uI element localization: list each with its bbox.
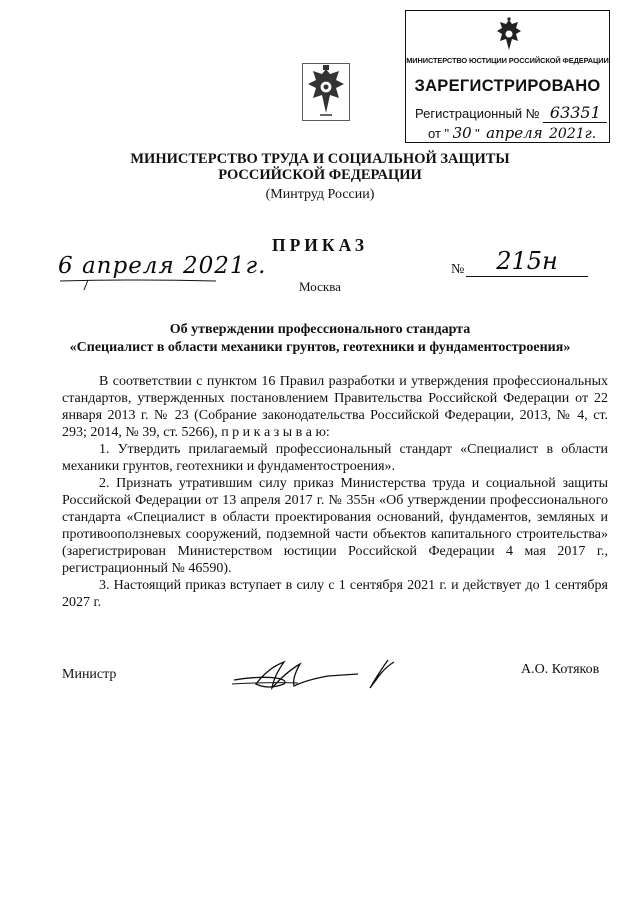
registration-stamp	[405, 10, 610, 143]
paragraph-preamble: В соответствии с пунктом 16 Правил разработки и утверждения профессиональных стандартов, утвержденных постановлением Правительства Российской Федерации от 22 января 2013 г. № 23 (Собрание законодательства Российской Федерации, 2013, № 4, ст. 293; 2014, № 39, ст. 5266), п р и к а з ы в а ю:	[62, 374, 608, 440]
stamp-date-quote: "	[475, 126, 480, 141]
order-number-label: №	[451, 262, 465, 277]
emblem-icon	[494, 17, 524, 53]
ministry-title	[0, 151, 640, 183]
document-title	[0, 321, 640, 357]
signature-icon	[228, 654, 408, 694]
stamp-date-line	[428, 124, 596, 143]
signatory-name: А.О. Котяков	[521, 662, 600, 677]
stamp-registered-label: ЗАРЕГИСТРИРОВАНО	[414, 77, 601, 95]
document-type: ПРИКАЗ	[271, 235, 369, 255]
stamp-date-month: апреля	[483, 124, 545, 143]
paragraph-item-3: 3. Настоящий приказ вступает в силу с 1 сентября 2021 г. и действует до 1 сентября 2027 г.	[62, 578, 608, 610]
stamp-date-prefix: от "	[428, 126, 450, 141]
document-title-line2: «Специалист в области механики грунтов, геотехники и фундаментостроения»	[69, 340, 571, 355]
ministry-title-line2: РОССИЙСКОЙ ФЕДЕРАЦИИ	[218, 167, 422, 183]
stamp-reg-number-line	[415, 103, 607, 123]
ministry-title-line1: МИНИСТЕРСТВО ТРУДА И СОЦИАЛЬНОЙ ЗАЩИТЫ	[130, 151, 510, 167]
order-number-underline	[466, 276, 588, 277]
stamp-ministry-name: МИНИСТЕРСТВО ЮСТИЦИИ РОССИЙСКОЙ ФЕДЕРАЦИИ	[406, 56, 609, 65]
stamp-reg-number: 63351	[543, 103, 607, 123]
paragraph-item-1: 1. Утвердить прилагаемый профессиональный стандарт «Специалист в области механики грунтов, геотехники и фундаментостроения».	[62, 442, 608, 474]
document-title-line1: Об утверждении профессионального стандарта	[169, 322, 471, 337]
city: Москва	[299, 279, 341, 294]
ministry-short-name: (Минтруд России)	[265, 187, 375, 202]
stamp-date-day: 30	[449, 124, 475, 143]
order-number: 215н	[496, 247, 558, 275]
order-date: 6 апреля 2021г.	[58, 253, 267, 279]
stamp-date-year: 2021г.	[549, 126, 597, 142]
paragraph-item-2: 2. Признать утратившим силу приказ Министерства труда и социальной защиты Российской Федерации от 13 апреля 2017 г. № 355н «Об утверждении профессионального стандарта «Специалист в области проектирования оснований, фундаментов, земляных и противооползневых сооружений, подземной части объектов капитального строительства» (зарегистрирован Министерством юстиции Российской Федерации 4 мая 2017 г., регистрационный № 46590).	[62, 476, 608, 576]
coat-of-arms-icon	[302, 63, 350, 121]
stamp-reg-label: Регистрационный №	[415, 106, 540, 121]
signatory-position: Министр	[62, 667, 117, 682]
